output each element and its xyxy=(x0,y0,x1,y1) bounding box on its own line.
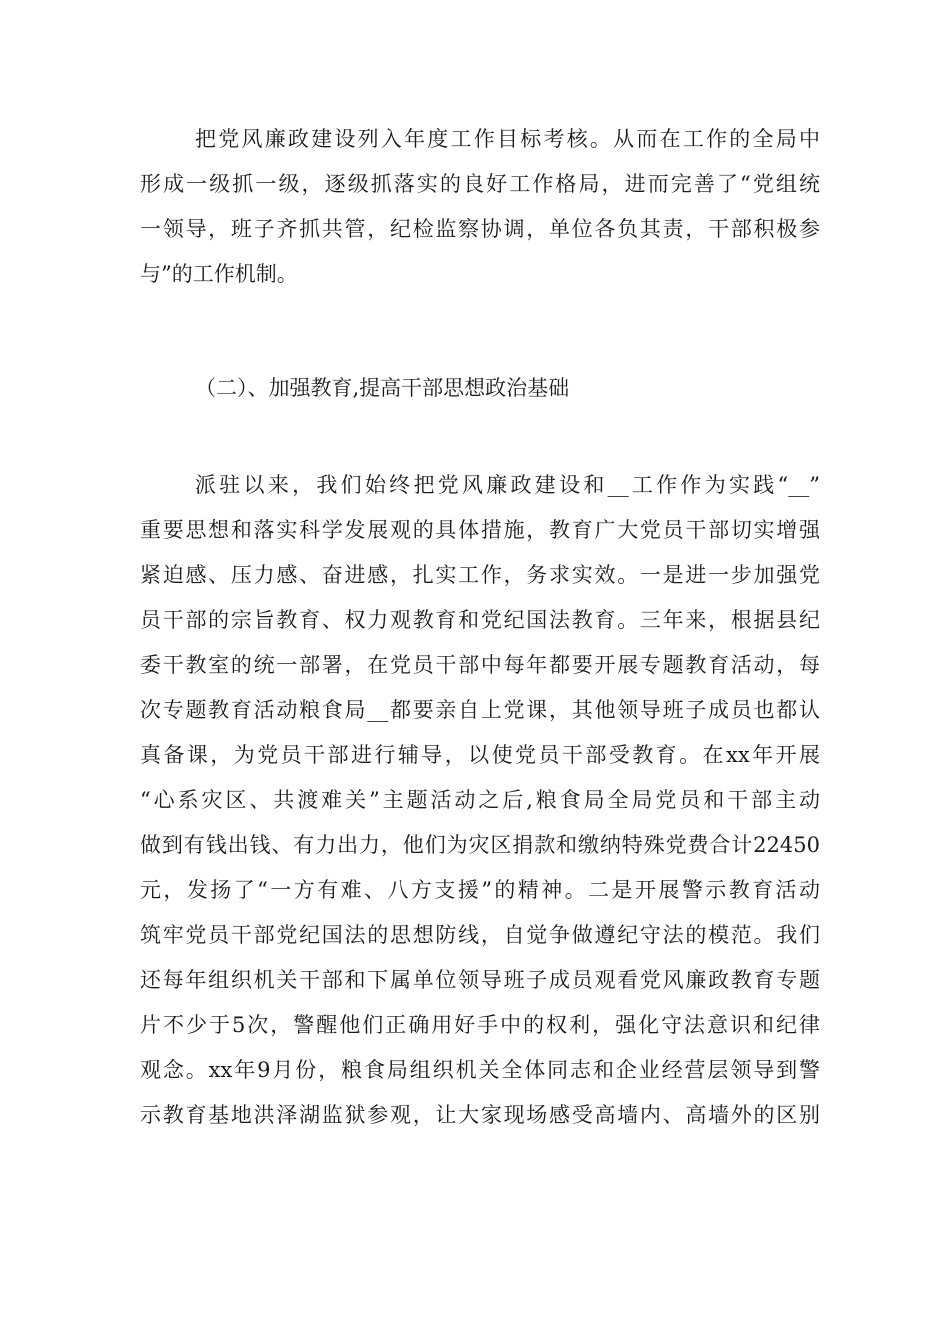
paragraph-line: 一领导，班子齐抓共管，纪检监察协调，单位各负其责，干部积极参 xyxy=(140,217,820,241)
paragraph-line: 重要思想和落实科学发展观的具体措施，教育广大党员干部切实增强 xyxy=(140,518,820,542)
paragraph-line: 元，发扬了“一方有难、八方支援”的精神。二是开展警示教育活动 xyxy=(140,878,820,902)
paragraph-line: 片不少于5次，警醒他们正确用好手中的权利，强化守法意识和纪律 xyxy=(140,1013,820,1037)
section-heading: （二）、加强教育,提高干部思想政治基础 xyxy=(195,376,570,400)
paragraph-line: 与”的工作机制。 xyxy=(140,262,298,286)
paragraph-line: 示教育基地洪泽湖监狱参观，让大家现场感受高墙内、高墙外的区别 xyxy=(140,1103,820,1127)
paragraph-line: “心系灾区、共渡难关”主题活动之后,粮食局全局党员和干部主动 xyxy=(140,788,820,812)
paragraph-line: 员干部的宗旨教育、权力观教育和党纪国法教育。三年来，根据县纪 xyxy=(140,608,820,632)
paragraph-line: 筑牢党员干部党纪国法的思想防线，自觉争做遵纪守法的模范。我们 xyxy=(140,923,820,947)
paragraph-line: 紧迫感、压力感、奋进感，扎实工作，务求实效。一是进一步加强党 xyxy=(140,563,820,587)
paragraph-line: 还每年组织机关干部和下属单位领导班子成员观看党风廉政教育专题 xyxy=(140,968,820,992)
paragraph-line: 形成一级抓一级，逐级抓落实的良好工作格局，进而完善了“党组统 xyxy=(140,172,820,196)
paragraph-line: 把党风廉政建设列入年度工作目标考核。从而在工作的全局中 xyxy=(195,127,820,151)
paragraph-line: 派驻以来，我们始终把党风廉政建设和__工作作为实践“__” xyxy=(195,473,820,497)
paragraph-line: 真备课，为党员干部进行辅导，以使党员干部受教育。在xx年开展 xyxy=(140,743,820,767)
paragraph-line: 观念。xx年9月份，粮食局组织机关全体同志和企业经营层领导到警 xyxy=(140,1058,820,1082)
paragraph-line: 委干教室的统一部署，在党员干部中每年都要开展专题教育活动，每 xyxy=(140,653,820,677)
paragraph-line: 做到有钱出钱、有力出力，他们为灾区捐款和缴纳特殊党费合计22450 xyxy=(140,833,820,857)
paragraph-line: 次专题教育活动粮食局__都要亲自上党课，其他领导班子成员也都认 xyxy=(140,698,820,722)
